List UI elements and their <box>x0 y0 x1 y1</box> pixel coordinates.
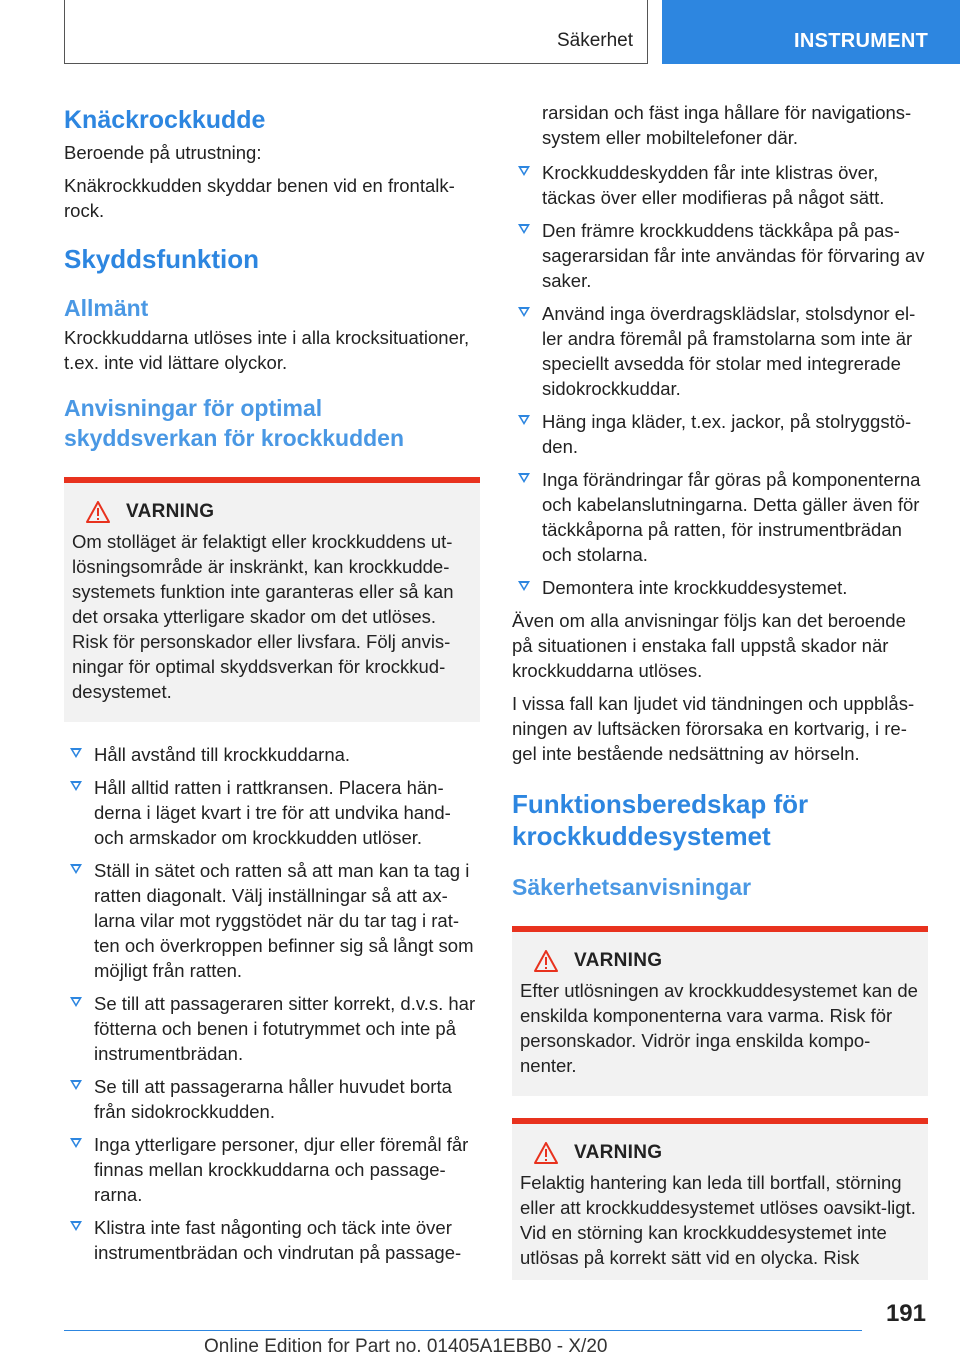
list-item: Håll alltid ratten i rattkransen. Placera hän-derna i läget kvart i tre för att undvika hand- och armskador om krockkudden utlöser. <box>64 775 480 850</box>
triangle-bullet-icon <box>70 864 82 874</box>
list-item: Använd inga överdragsklädslar, stolsdynor el-ler andra föremål på framstolarna som inte är speciellt avsedda för stolar med integrerade sidokrockkuddar. <box>512 301 928 401</box>
footer-edition: Online Edition for Part no. 01405A1EBB0 - X/20 <box>204 1336 608 1357</box>
page-number: 191 <box>885 1300 926 1327</box>
triangle-bullet-icon <box>518 581 530 591</box>
list-item: Håll avstånd till krockkuddarna. <box>64 742 480 767</box>
header-chapter-tab: INSTRUMENT <box>662 0 960 64</box>
header-section-box <box>64 0 648 64</box>
heading-safety: Säkerhetsanvisningar <box>512 874 752 900</box>
warning-triangle-icon <box>86 501 110 523</box>
advice-list-continued <box>512 160 928 600</box>
triangle-bullet-icon <box>70 997 82 1007</box>
list-item: Klistra inte fast någonting och täck inte över instrumentbrädan och vindrutan på passage- <box>64 1215 480 1265</box>
triangle-bullet-icon <box>518 473 530 483</box>
triangle-bullet-icon <box>70 1221 82 1231</box>
paragraph-hearing: I vissa fall kan ljudet vid tändningen och uppblås-ningen av luftsäcken förorsaka en kortvarig, i re-gel inte bestående nedsättning av hörseln. <box>512 693 915 764</box>
list-item: Krockkuddeskydden får inte klistras över, täckas över eller modifieras på något sätt. <box>512 160 928 210</box>
list-item: Den främre krockkuddens täckkåpa på pas-sagerarsidan får inte användas för förvaring av saker. <box>512 218 928 293</box>
triangle-bullet-icon <box>70 748 82 758</box>
warning-triangle-icon <box>534 1142 558 1164</box>
list-item: Se till att passageraren sitter korrekt, d.v.s. har fötterna och benen i fotutrymmet och inte på instrumentbrädan. <box>64 991 480 1066</box>
list-item: Häng inga kläder, t.ex. jackor, på stolryggstö-den. <box>512 409 928 459</box>
triangle-bullet-icon <box>70 1138 82 1148</box>
heading-advice: Anvisningar för optimal skyddsverkan för krockkudden <box>64 395 405 451</box>
triangle-bullet-icon <box>70 1080 82 1090</box>
warning-triangle-icon <box>534 950 558 972</box>
warning-box <box>64 477 480 722</box>
list-item: Ställ in sätet och ratten så att man kan ta tag i ratten diagonalt. Välj inställningar så att ax-larna vilar mot ryggstödet när du tar tag i rat-ten och överkroppen befinner sig så långt som möjligt från ratten. <box>64 858 480 983</box>
warning-box <box>512 926 928 1096</box>
section-title: Knäckrockkudde <box>64 106 266 134</box>
triangle-bullet-icon <box>518 307 530 317</box>
heading-protection: Skyddsfunktion <box>64 244 260 274</box>
list-item: Se till att passagerarna håller huvudet borta från sidokrockkudden. <box>64 1074 480 1124</box>
header-section-title: Säkerhet <box>556 30 633 51</box>
list-continuation: rarsidan och fäst inga hållare för navigations-system eller mobiltelefoner där. <box>542 102 912 148</box>
warning-title: VARNING <box>574 950 663 971</box>
heading-general: Allmänt <box>64 295 149 321</box>
triangle-bullet-icon <box>518 166 530 176</box>
list-item: Demontera inte krockkuddesystemet. <box>512 575 928 600</box>
right-column <box>512 96 928 1280</box>
intro-equipment: Beroende på utrustning: <box>64 142 262 163</box>
triangle-bullet-icon <box>70 781 82 791</box>
heading-readiness: Funktionsberedskap för krockkuddesystemet <box>512 789 809 851</box>
left-column <box>64 96 480 1265</box>
footer-divider <box>64 1330 862 1331</box>
triangle-bullet-icon <box>518 415 530 425</box>
list-item: Inga ytterligare personer, djur eller föremål får finnas mellan krockkuddarna och passage-rarna. <box>64 1132 480 1207</box>
warning-text: Om stolläget är felaktigt eller krockkuddens ut-lösningsområde är inskränkt, kan krockkudde-systemets funktion inte garanteras eller så kan det orsaka ytterligare skador om det utlöses. Risk för personskador eller livsfara. Följ anvis-ningar för optimal skyddsverkan för krockkud-desystemet. <box>72 531 454 702</box>
paragraph-injury-risk: Även om alla anvisningar följs kan det beroende på situationen i enstaka fall uppstå skador när krockkuddarna utlöses. <box>512 610 906 681</box>
general-text: Krockkuddarna utlöses inte i alla krocksituationer, t.ex. inte vid lättare olyckor. <box>64 327 470 373</box>
triangle-bullet-icon <box>518 224 530 234</box>
warning-text: Efter utlösningen av krockkuddesystemet kan de enskilda komponenterna vara varma. Risk för personskador. Vidrör inga enskilda kompo-nenter. <box>520 980 918 1076</box>
advice-list <box>64 742 480 1265</box>
warning-title: VARNING <box>126 501 215 522</box>
intro-description: Knäkrockkudden skyddar benen vid en frontalk-rock. <box>64 175 455 221</box>
warning-title: VARNING <box>574 1142 663 1163</box>
warning-box <box>512 1118 928 1280</box>
list-item: Inga förändringar får göras på komponenterna och kabelanslutningarna. Detta gäller även för täckkåporna på ratten, för instrumentbrädan och stolarna. <box>512 467 928 567</box>
warning-text: Felaktig hantering kan leda till bortfall, störning eller att krockkuddesystemet utlöses oavsikt-ligt. Vid en störning kan krockkuddesystemet inte utlösas på korrekt sätt vid en olycka. Risk <box>520 1172 916 1268</box>
